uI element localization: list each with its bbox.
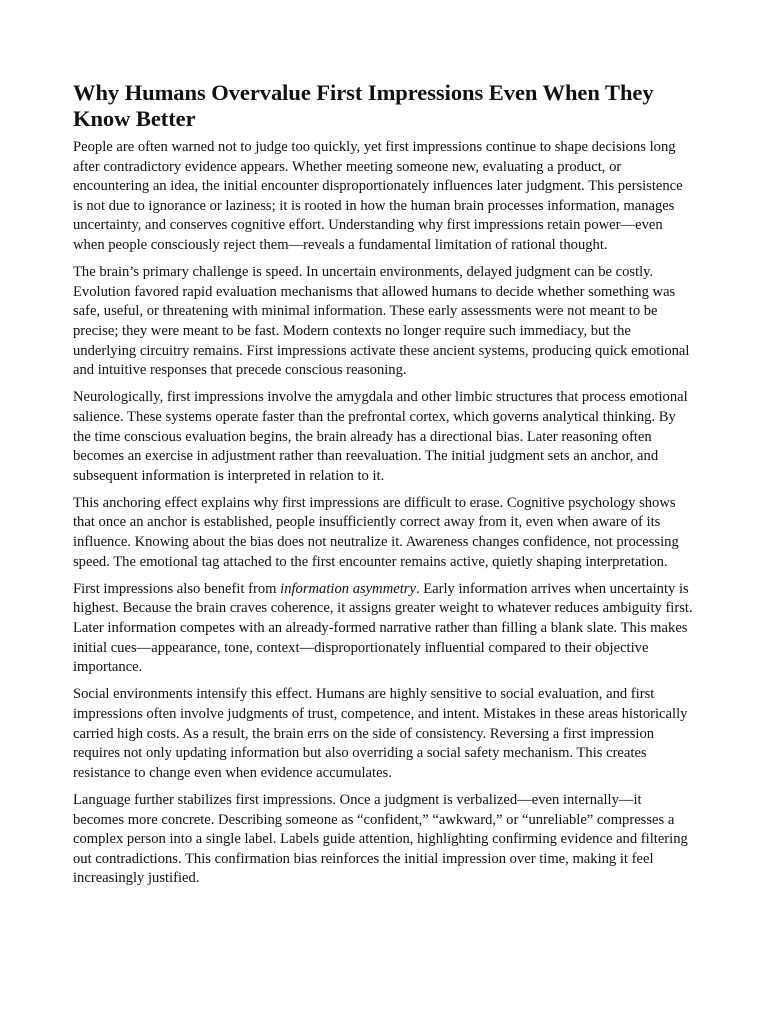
- paragraph-1: People are often warned not to judge too quickly, yet first impressions continue to shape decisions long after contradictory evidence appears. Whether meeting someone new, evaluating a product, or encountering an idea, the initial encounter disproportionately influences later judgment. This persistence is not due to ignorance or laziness; it is rooted in how the human brain processes information, manages uncertainty, and conserves cognitive effort. Understanding why first impressions retain power—even when people consciously reject them—reveals a fundamental limitation of rational thought.: [73, 139, 683, 253]
- paragraph-5-lead: First impressions also benefit from: [73, 580, 281, 597]
- paragraph-5-emphasis: information asymmetry: [280, 580, 416, 597]
- article: [73, 80, 693, 897]
- paragraph-6: Social environments intensify this effect. Humans are highly sensitive to social evaluation, and first impressions often involve judgments of trust, competence, and intent. Mistakes in these areas historically carried high costs. As a result, the brain errs on the side of consistency. Reversing a first impression requires not only updating information but also overriding a social safety mechanism. This creates resistance to change even when evidence accumulates.: [73, 686, 688, 781]
- article-title: Why Humans Overvalue First Impressions Even When They Know Better: [73, 80, 654, 131]
- paragraph-3: Neurologically, first impressions involve the amygdala and other limbic structures that process emotional salience. These systems operate faster than the prefrontal cortex, which governs analytical thinking. By the time conscious evaluation begins, the brain already has a directional bias. Later reasoning often becomes an exercise in adjustment rather than reevaluation. The initial judgment sets an anchor, and subsequent information is interpreted in relation to it.: [73, 389, 688, 484]
- paragraph-7: Language further stabilizes first impressions. Once a judgment is verbalized—even internally—it becomes more concrete. Describing someone as “confident,” “awkward,” or “unreliable” compresses a complex person into a single label. Labels guide attention, highlighting confirming evidence and filtering out contradictions. This confirmation bias reinforces the initial impression over time, making it feel increasingly justified.: [73, 791, 688, 887]
- paragraph-4: This anchoring effect explains why first impressions are difficult to erase. Cognitive psychology shows that once an anchor is established, people insufficiently correct away from it, even when aware of its influence. Knowing about the bias does not neutralize it. Awareness changes confidence, not processing speed. The emotional tag attached to the first encounter remains active, quietly shaping interpretation.: [73, 494, 679, 570]
- paragraph-2: The brain’s primary challenge is speed. In uncertain environments, delayed judgment can be costly. Evolution favored rapid evaluation mechanisms that allowed humans to decide whether something was safe, useful, or threatening with minimal information. These early assessments were not meant to be precise; they were meant to be fast. Modern contexts no longer require such immediacy, but the underlying circuitry remains. First impressions activate these ancient systems, producing quick emotional and intuitive responses that precede conscious reasoning.: [73, 264, 690, 379]
- paragraph-5-rest: . Early information arrives when uncertainty is highest. Because the brain craves coherence, it assigns greater weight to whatever reduces ambiguity first. Later information competes with an already-formed narrative rather than filling a blank slate. This makes initial cues—appearance, tone, context—disproportionately influential compared to their objective importance.: [73, 580, 693, 676]
- paragraph-5: [73, 580, 693, 678]
